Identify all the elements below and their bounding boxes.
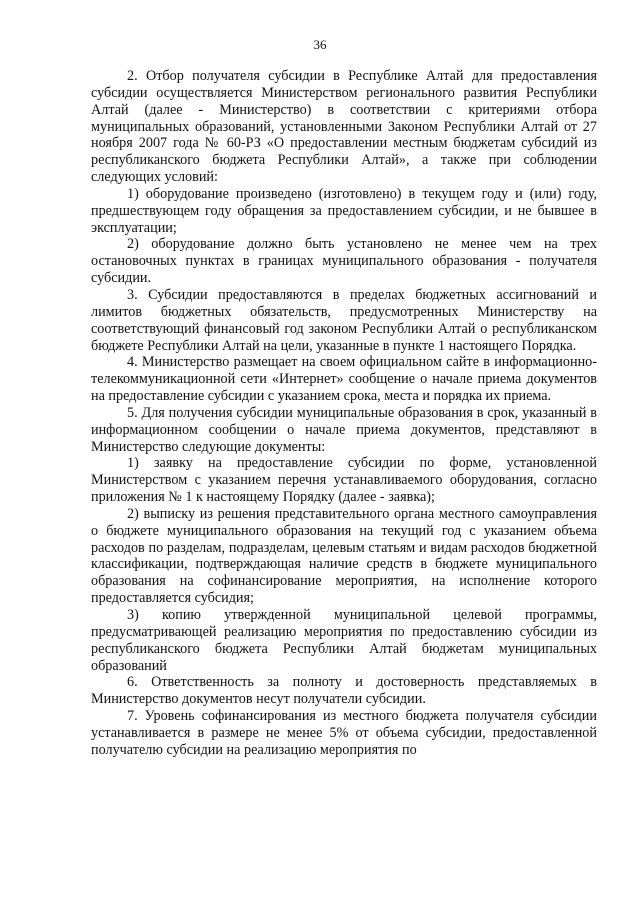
paragraph-document-3: 3) копию утвержденной муниципальной целевой программы, предусматривающей реализацию мероприятия по предоставлению субсидии из республиканского бюджета Республики Алтай бюджетам муниципальных образований — [91, 607, 597, 674]
paragraph-3-budget: 3. Субсидии предоставляются в пределах бюджетных ассигнований и лимитов бюджетных обязательств, предусмотренных Министерству на соответствующий финансовый год законом Республики Алтай о республиканском бюджете Республики Алтай на цели, указанные в пункте 1 настоящего Порядка. — [91, 286, 597, 354]
paragraph-5-documents: 5. Для получения субсидии муниципальные образования в срок, указанный в информационном сообщении о начале приема документов, представляют в Министерство следующие документы: — [91, 404, 597, 455]
paragraph-condition-2: 2) оборудование должно быть установлено не менее чем на трех остановочных пунктах в границах муниципального образования - получателя субсидии. — [91, 236, 597, 287]
document-body — [91, 68, 597, 759]
page-number: 36 — [313, 37, 327, 52]
paragraph-4-announcement: 4. Министерство размещает на своем официальном сайте в информационно-телекоммуникационной сети «Интернет» сообщение о начале приема документов на предоставление субсидии с указанием срока, места и порядка их приема. — [91, 354, 597, 405]
paragraph-condition-1: 1) оборудование произведено (изготовлено) в текущем году и (или) году, предшествующем году обращения за предоставлением субсидии, и не бывшее в эксплуатации; — [91, 185, 597, 236]
paragraph-7-cofinancing: 7. Уровень софинансирования из местного бюджета получателя субсидии устанавливается в размере не менее 5% от объема субсидии, предоставленной получателю субсидии на реализацию мероприятия по — [91, 708, 597, 758]
paragraph-document-1: 1) заявку на предоставление субсидии по форме, установленной Министерством с указанием перечня устанавливаемого оборудования, согласно приложения № 1 к настоящему Порядку (далее - заявка); — [91, 455, 597, 506]
paragraph-2-selection: 2. Отбор получателя субсидии в Республике Алтай для предоставления субсидии осуществляется Министерством регионального развития Республики Алтай (далее - Министерство) в соответствии с критериями отбора муниципальных образований, установленными Законом Республики Алтай от 27 ноября 2007 года № 60-РЗ «О предоставлении местным бюджетам субсидий из республиканского бюджета Республики Алтай», а также при соблюдении следующих условий: — [91, 68, 597, 186]
paragraph-6-responsibility: 6. Ответственность за полноту и достоверность представляемых в Министерство документов несут получатели субсидии. — [91, 674, 597, 708]
paragraph-document-2: 2) выписку из решения представительного органа местного самоуправления о бюджете муниципального образования на текущий год с указанием объема расходов по разделам, подразделам, целевым статьям и видам расходов бюджетной классификации, подтверждающая наличие средств в бюджете муниципального образования на софинансирование мероприятия, на исполнение которого предоставляется субсидия; — [91, 505, 597, 607]
